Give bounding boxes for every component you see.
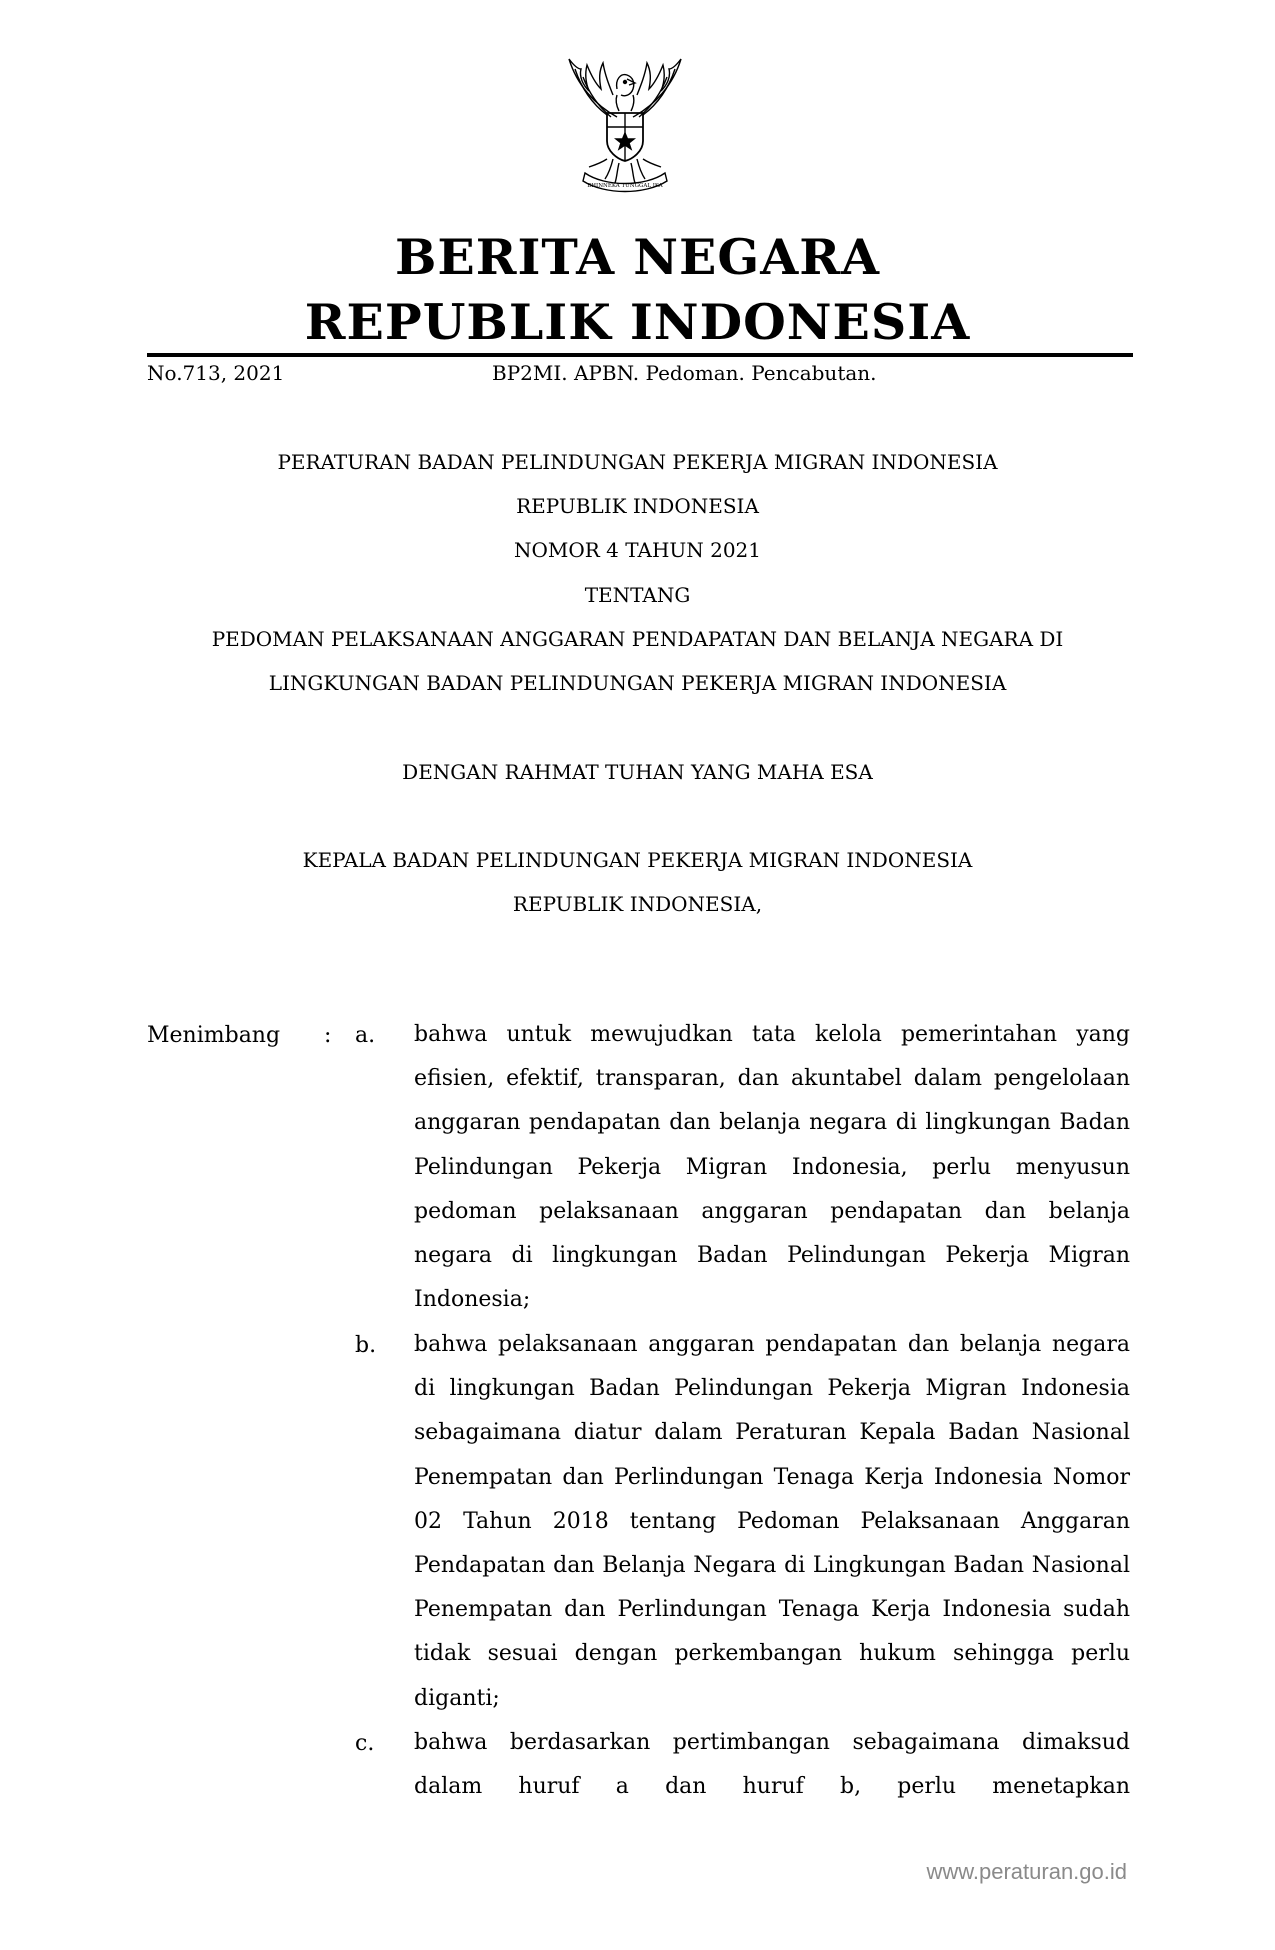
svg-text:BHINNEKA TUNGGAL IKA: BHINNEKA TUNGGAL IKA	[587, 183, 663, 189]
regulation-title-line: PERATURAN BADAN PELINDUNGAN PEKERJA MIGRAN INDONESIA	[277, 450, 998, 474]
official-title-line: KEPALA BADAN PELINDUNGAN PEKERJA MIGRAN INDONESIA	[302, 848, 973, 872]
considering-colon: :	[324, 1023, 332, 1048]
header-rule	[147, 353, 1133, 357]
considering-label: Menimbang	[147, 1023, 281, 1048]
regulation-about: TENTANG	[584, 583, 691, 607]
consideration-item-text: bahwa berdasarkan pertimbangan sebagaimana dimaksud dalam huruf a dan huruf b, perlu menetapkan	[414, 1730, 1130, 1800]
consideration-item-text: bahwa pelaksanaan anggaran pendapatan dan belanja negara di lingkungan Badan Pelindungan Pekerja Migran Indonesia sebagaimana diatur dalam Peraturan Kepala Badan Nasional Penempatan dan Perlindungan Tenaga Kerja Indonesia Nomor 02 Tahun 2018 tentang Pedoman Pelaksanaan Anggaran Pendapatan dan Belanja Negara di Lingkungan Badan Nasional Penempatan dan Perlindungan Tenaga Kerja Indonesia sudah tidak sesuai dengan perkembangan hukum sehingga perlu diganti;	[414, 1332, 1130, 1711]
gazette-number: No.713, 2021	[147, 361, 285, 385]
regulation-subject-line: PEDOMAN PELAKSANAAN ANGGARAN PENDAPATAN DAN BELANJA NEGARA DI	[211, 627, 1064, 651]
gazette-title-line2: REPUBLIK INDONESIA	[304, 293, 971, 351]
garuda-emblem-icon	[555, 55, 695, 205]
consideration-item-text: bahwa untuk mewujudkan tata kelola pemerintahan yang efisien, efektif, transparan, dan akuntabel dalam pengelolaan anggaran pendapatan dan belanja negara di lingkungan Badan Pelindungan Pekerja Migran Indonesia, perlu menyusun pedoman pelaksanaan anggaran pendapatan dan belanja negara di lingkungan Badan Pelindungan Pekerja Migran Indonesia;	[414, 1022, 1130, 1313]
gazette-subject: BP2MI. APBN. Pedoman. Pencabutan.	[492, 361, 877, 385]
regulation-title-line: REPUBLIK INDONESIA	[516, 494, 759, 518]
item-letter: a.	[355, 1023, 376, 1048]
footer-url: www.peraturan.go.id	[926, 1859, 1127, 1884]
gazette-title-line1: BERITA NEGARA	[394, 228, 880, 286]
invocation: DENGAN RAHMAT TUHAN YANG MAHA ESA	[402, 760, 873, 784]
item-letter: c.	[355, 1731, 375, 1756]
regulation-subject-line: LINGKUNGAN BADAN PELINDUNGAN PEKERJA MIGRAN INDONESIA	[268, 671, 1007, 695]
official-title-line: REPUBLIK INDONESIA,	[512, 892, 763, 916]
item-letter: b.	[355, 1333, 377, 1358]
regulation-number: NOMOR 4 TAHUN 2021	[513, 538, 761, 562]
